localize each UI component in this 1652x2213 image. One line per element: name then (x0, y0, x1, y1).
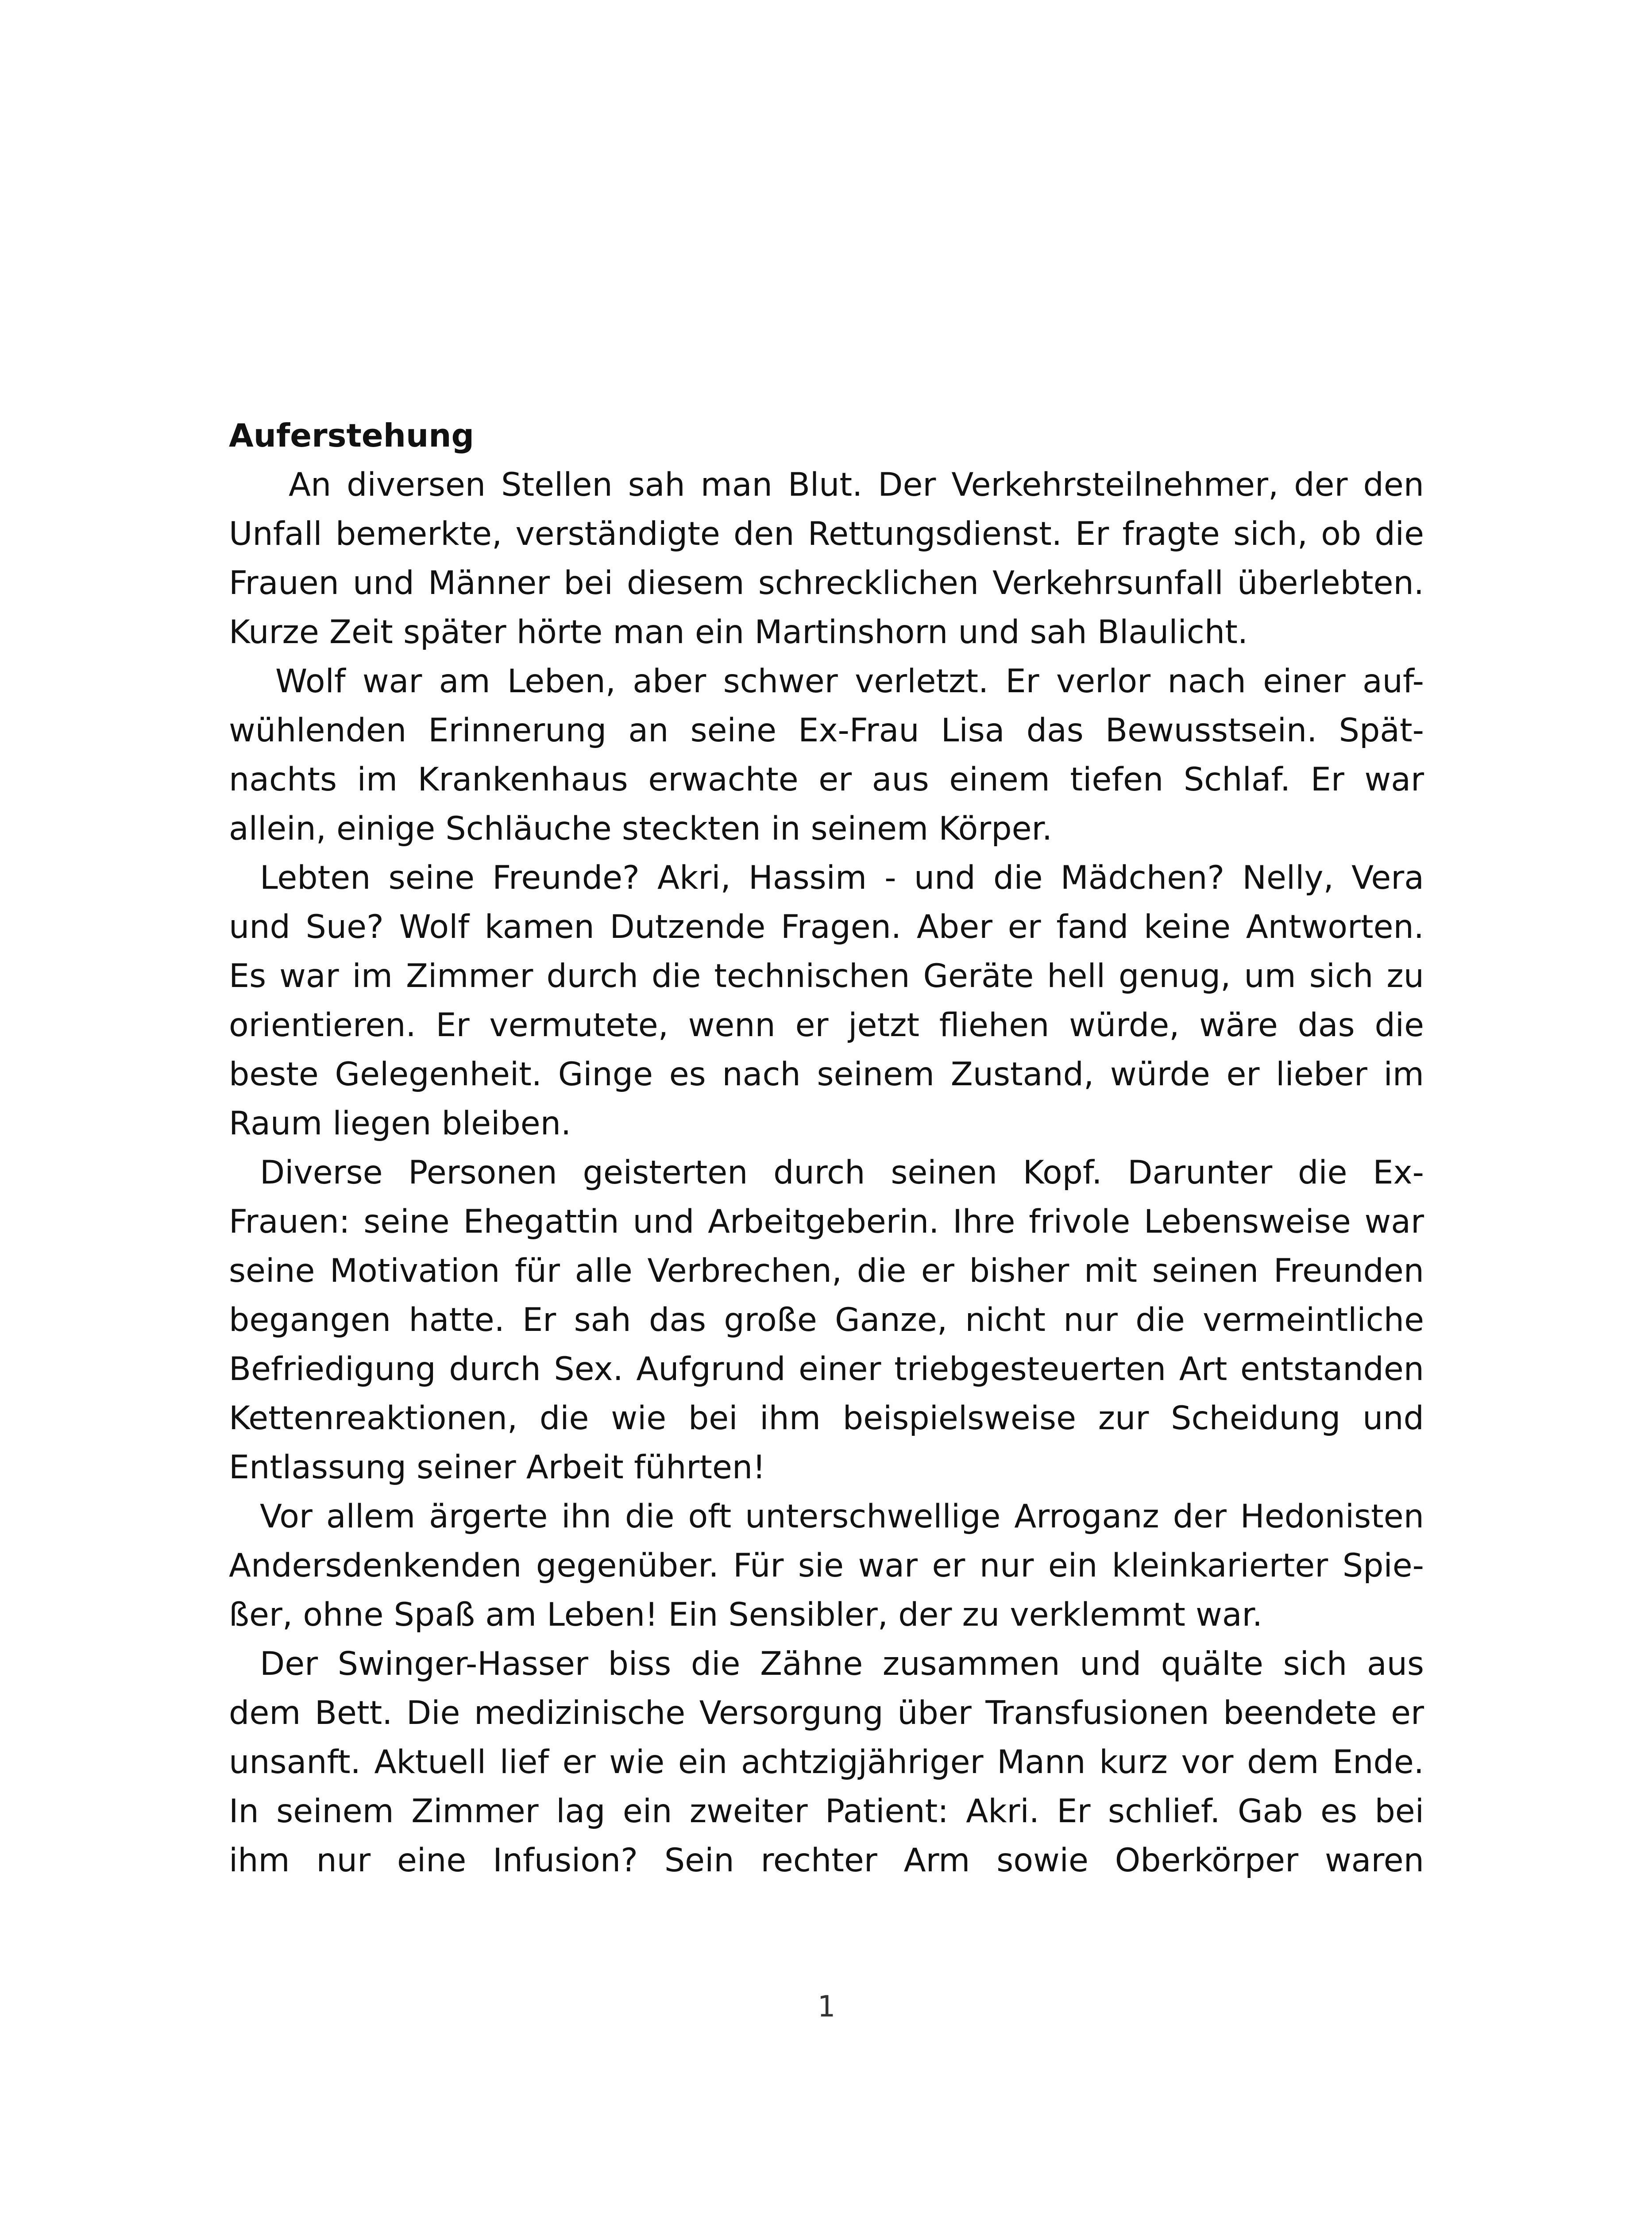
text-line: Andersdenkenden gegenüber. Für sie war er nur ein kleinkarierter Spie- (229, 1547, 1424, 1585)
text-line: Unfall bemerkte, verständigte den Rettungsdienst. Er fragte sich, ob die (229, 515, 1424, 553)
text-line: ihm nur eine Infusion? Sein rechter Arm sowie Oberkörper waren (229, 1842, 1424, 1879)
text-line: Raum liegen bleiben. (229, 1105, 571, 1142)
text-line: Frauen: seine Ehegattin und Arbeitgeberin. Ihre frivole Lebensweise war (229, 1203, 1424, 1241)
text-line: Vor allem ärgerte ihn die oft unterschwellige Arroganz der Hedonisten (260, 1498, 1424, 1535)
paragraph (229, 460, 1424, 657)
page-number: 1 (817, 1989, 835, 2024)
text-line: Kurze Zeit später hörte man ein Martinshorn und sah Blaulicht. (229, 613, 1248, 651)
text-line: orientieren. Er vermutete, wenn er jetzt fliehen würde, wäre das die (229, 1006, 1424, 1044)
text-line: nachts im Krankenhaus erwachte er aus einem tiefen Schlaf. Er war (229, 761, 1424, 798)
text-line: Der Swinger-Hasser biss die Zähne zusammen und quälte sich aus (260, 1645, 1424, 1683)
text-line: Frauen und Männer bei diesem schrecklichen Verkehrsunfall überlebten. (229, 564, 1424, 602)
paragraph (229, 657, 1424, 853)
text-line: begangen hatte. Er sah das große Ganze, nicht nur die vermeintliche (229, 1301, 1424, 1339)
text-line: beste Gelegenheit. Ginge es nach seinem Zustand, würde er lieber im (229, 1056, 1424, 1093)
text-line: allein, einige Schläuche steckten in seinem Körper. (229, 810, 1053, 848)
text-line: Entlassung seiner Arbeit führten! (229, 1449, 766, 1486)
paragraph (229, 1148, 1424, 1492)
text-line: Befriedigung durch Sex. Aufgrund einer triebgesteuerten Art entstanden (229, 1350, 1424, 1388)
text-line: Diverse Personen geisterten durch seinen Kopf. Darunter die Ex- (260, 1154, 1424, 1191)
text-line: Es war im Zimmer durch die technischen Geräte hell genug, um sich zu (229, 957, 1424, 995)
paragraph (229, 1492, 1424, 1639)
text-line: wühlenden Erinnerung an seine Ex-Frau Lisa das Bewusstsein. Spät- (229, 712, 1424, 749)
text-line: In seinem Zimmer lag ein zweiter Patient: Akri. Er schlief. Gab es bei (229, 1793, 1424, 1830)
text-line: seine Motivation für alle Verbrechen, die er bisher mit seinen Freunden (229, 1252, 1424, 1290)
text-line: Wolf war am Leben, aber schwer verletzt. Er verlor nach einer auf- (275, 663, 1424, 700)
text-line: und Sue? Wolf kamen Dutzende Fragen. Aber er fand keine Antworten. (229, 908, 1424, 946)
text-line: An diversen Stellen sah man Blut. Der Verkehrsteilnehmer, der den (289, 466, 1424, 504)
text-line: dem Bett. Die medizinische Versorgung über Transfusionen beendete er (229, 1694, 1424, 1732)
text-block (229, 411, 1424, 1885)
paragraph (229, 1639, 1424, 1885)
text-line: Kettenreaktionen, die wie bei ihm beispielsweise zur Scheidung und (229, 1400, 1424, 1437)
text-line: unsanft. Aktuell lief er wie ein achtzigjähriger Mann kurz vor dem Ende. (229, 1743, 1424, 1781)
text-line: ßer, ohne Spaß am Leben! Ein Sensibler, der zu verklemmt war. (229, 1596, 1263, 1634)
text-line: Lebten seine Freunde? Akri, Hassim - und die Mädchen? Nelly, Vera (260, 859, 1424, 897)
chapter-title: Auferstehung (229, 417, 475, 454)
paragraph (229, 853, 1424, 1148)
